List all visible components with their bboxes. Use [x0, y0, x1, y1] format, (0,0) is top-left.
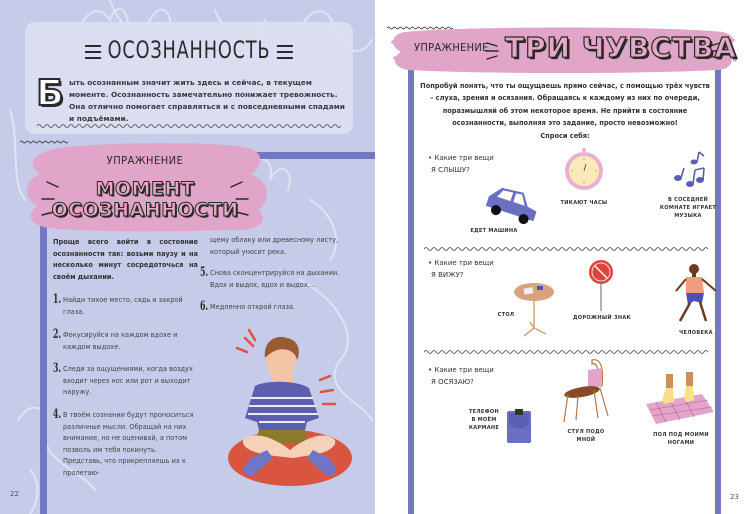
step-item: 5. Снова сконцентрируйся на дыхании. Вдох и выдох, вдох и выдох...: [200, 265, 340, 289]
exercise-lead: Проще всего войти в состояние осознанности так: возьми паузу и на несколько минут сосредоточься на своём дыхании.: [53, 238, 198, 281]
page-number: 22: [10, 490, 19, 498]
step-item: 6. Медленно открой глаза.: [200, 299, 296, 314]
exercise-intro: Попробуй понять, что ты ощущаешь прямо сейчас, с помощью трёх чувств – слуха, зрения и осязания. Обращаясь к каждому из них по очереди, поразмышляй об этом некоторое время. Не прийти в состояние осознанности, выполняя это задание, просто невозможно! Спроси себя:: [420, 82, 710, 140]
sense-section-sight: [414, 257, 715, 347]
exercise-title: ТРИ ЧУВСТВА: [505, 31, 738, 64]
item-label: СТУЛ ПОДО МНОЙ: [567, 429, 605, 443]
sense-question: • Какие три вещи Я ОСЯЗАЮ?: [428, 366, 494, 386]
emphasis-lines-icon: [85, 43, 101, 59]
phone-pocket-icon: [506, 408, 532, 444]
item-label: ТИКАЮТ ЧАСЫ: [560, 200, 608, 206]
road-sign-icon: [586, 259, 616, 313]
step-item: 2. Фокусируйся на каждом вдохе и каждом выдохе.: [53, 327, 178, 351]
page-title: ОСОЗНАННОСТЬ: [55, 36, 324, 64]
step-item: 4. В твоём сознании будут проноситься различные мысли. Обращай на них внимание, но не оценивай, а потом позволь им тебя покинуть. Представь, что прикрепляешь их к пролетаю-: [53, 407, 194, 477]
wavy-divider: [424, 246, 709, 252]
drop-cap: Б: [36, 73, 64, 114]
item-label: ТЕЛЕФОН В МОЁМ КАРМАНЕ: [468, 409, 500, 431]
intro-paragraph: ыть осознанным значит жить здесь и сейчас, в текущем моменте. Осознанность замечательно понижает тревожность. Она отлично помогает справляться и с повседневными спадами и подъёмами.: [69, 78, 345, 123]
meditating-boy-illustration: [215, 318, 355, 498]
item-label: ЕДЕТ МАШИНА: [470, 228, 518, 234]
item-label: ДОРОЖНЫЙ ЗНАК: [573, 315, 631, 321]
emphasis-lines-icon: [277, 43, 293, 59]
clock-icon: [562, 146, 606, 192]
sense-section-touch: [414, 364, 715, 484]
exercise-label: УПРАЖНЕНИЕ: [106, 154, 184, 167]
exercise-banner: [20, 140, 270, 232]
item-label: В СОСЕДНЕЙ КОМНАТЕ ИГРАЕТ МУЗЫКА: [659, 197, 717, 219]
exercise-title: МОМЕНТ ОСОЗНАННОСТИ: [51, 178, 239, 221]
step-item: 3. Следи за ощущениями, когда воздух входит через нос или рот и выходит наружу.: [53, 361, 193, 397]
music-notes-icon: [666, 148, 712, 192]
item-label: ПОЛ ПОД МОИМИ НОГАМИ: [653, 432, 709, 446]
chair-icon: [562, 356, 612, 424]
wavy-divider: [37, 123, 341, 129]
item-label: ЧЕЛОВЕКА: [679, 330, 713, 336]
accent-bar: [40, 200, 47, 514]
table-icon: [512, 282, 556, 342]
step-item: 1. Найди тихое место, сядь и закрой глаза.: [53, 292, 183, 316]
feet-on-rug-icon: [642, 372, 716, 426]
page-number: 23: [730, 493, 739, 501]
sense-section-hearing: [414, 152, 715, 247]
exercise-label: УПРАЖНЕНИЕ: [414, 41, 489, 54]
person-icon: [674, 263, 718, 325]
right-page: [375, 0, 750, 514]
car-icon: [484, 182, 542, 224]
step-4-continuation: щему облаку или древесному листу, который уносит река.: [210, 236, 339, 256]
item-label: СТОЛ: [497, 312, 515, 318]
sense-question: • Какие три вещи Я СЛЫШУ?: [428, 154, 494, 174]
exercise-banner: [387, 26, 739, 74]
intro-box: [25, 22, 353, 134]
wavy-underline: [20, 140, 68, 144]
wavy-divider: [424, 349, 709, 355]
sense-question: • Какие три вещи Я ВИЖУ?: [428, 259, 494, 279]
wavy-underline: [387, 26, 453, 30]
